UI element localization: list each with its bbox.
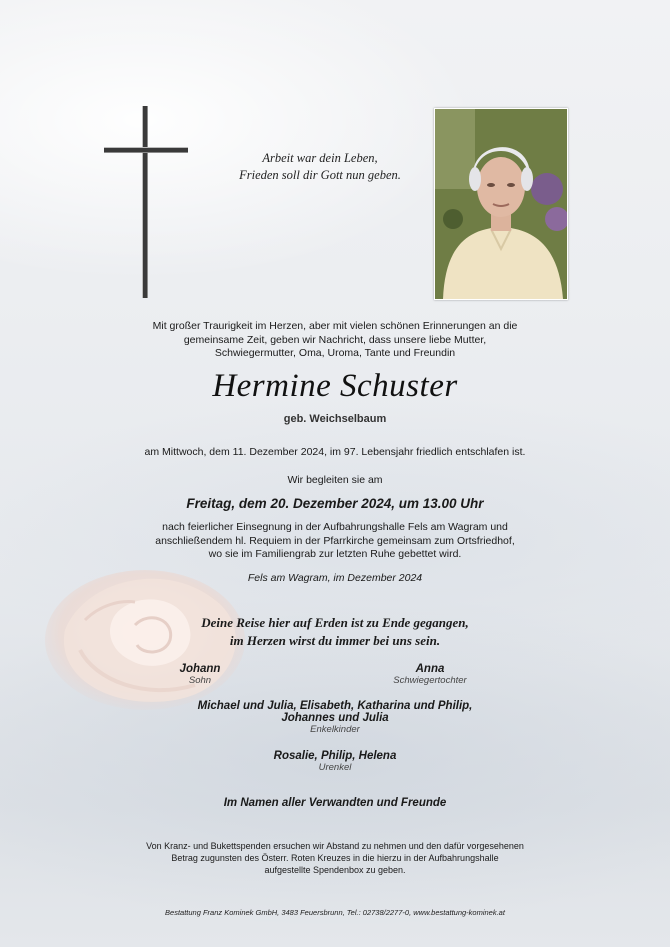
death-notice: am Mittwoch, dem 11. Dezember 2024, im 97. Lebensjahr friedlich entschlafen ist. (144, 446, 526, 458)
motto-line-1: Arbeit war dein Leben, (262, 151, 378, 165)
mourner-relation: Schwiegertochter (393, 675, 467, 686)
intro-line-3: Schwiegermutter, Oma, Uroma, Tante und Freundin (214, 347, 456, 359)
mourner-name: Rosalie, Philip, Helena (273, 750, 397, 762)
intro-text (0, 320, 670, 361)
donation-line-2: Betrag zugunsten des Österr. Roten Kreuzes in die hierzu in der Aufbahrungshalle (171, 853, 499, 863)
grandchildren-line-1: Michael und Julia, Elisabeth, Katharina und Philip, (197, 700, 473, 712)
mourner-relation: Sohn (188, 675, 212, 686)
ceremony-line-2: anschließendem hl. Requiem in der Pfarrkirche gemeinsam zum Ortsfriedhof, (155, 534, 515, 547)
mourner-anna (370, 663, 490, 686)
donation-notice (0, 840, 670, 876)
donation-line-3: aufgestellte Spendenbox zu geben. (264, 865, 406, 875)
mourner-grandchildren (0, 700, 670, 735)
verse-line-2: im Herzen wirst du immer bei uns sein. (229, 633, 441, 648)
verse-line-1: Deine Reise hier auf Erden ist zu Ende gegangen, (201, 615, 469, 630)
mourner-name: Johann (179, 663, 221, 675)
grandchildren-line-2: Johannes und Julia (281, 712, 389, 724)
funeral-date: Freitag, dem 20. Dezember 2024, um 13.00 Uhr (186, 496, 484, 511)
deceased-name: Hermine Schuster (212, 368, 458, 404)
verse (0, 614, 670, 650)
motto (215, 150, 425, 184)
portrait-photo (434, 108, 568, 300)
motto-line-2: Frieden soll dir Gott nun geben. (239, 168, 401, 182)
mourner-name: Anna (415, 663, 445, 675)
all-relatives: Im Namen aller Verwandten und Freunde (223, 797, 447, 809)
maiden-name: geb. Weichselbaum (283, 413, 387, 425)
intro-line-1: Mit großer Traurigkeit im Herzen, aber mit vielen schönen Erinnerungen an die (152, 320, 518, 332)
mourner-great-grandchildren (0, 750, 670, 773)
ceremony-line-1: nach feierlicher Einsegnung in der Aufbahrungshalle Fels am Wagram und (162, 521, 508, 533)
accompany-text: Wir begleiten sie am (287, 474, 383, 486)
donation-line-1: Von Kranz- und Bukettspenden ersuchen wir Abstand zu nehmen und den dafür vorgesehenen (146, 841, 524, 851)
place-date: Fels am Wagram, im Dezember 2024 (247, 572, 423, 584)
mourner-relation: Urenkel (318, 762, 352, 773)
footer-imprint: Bestattung Franz Kominek GmbH, 3483 Feuersbrunn, Tel.: 02738/2277-0, www.bestattung-kominek.at (165, 908, 505, 917)
intro-line-2: gemeinsame Zeit, geben wir Nachricht, dass unsere liebe Mutter, (183, 333, 487, 346)
ceremony-text (0, 521, 670, 562)
ceremony-line-3: wo sie im Familiengrab zur letzten Ruhe gebettet wird. (208, 548, 462, 560)
mourner-relation: Enkelkinder (310, 724, 360, 735)
mourner-johann (140, 663, 260, 686)
